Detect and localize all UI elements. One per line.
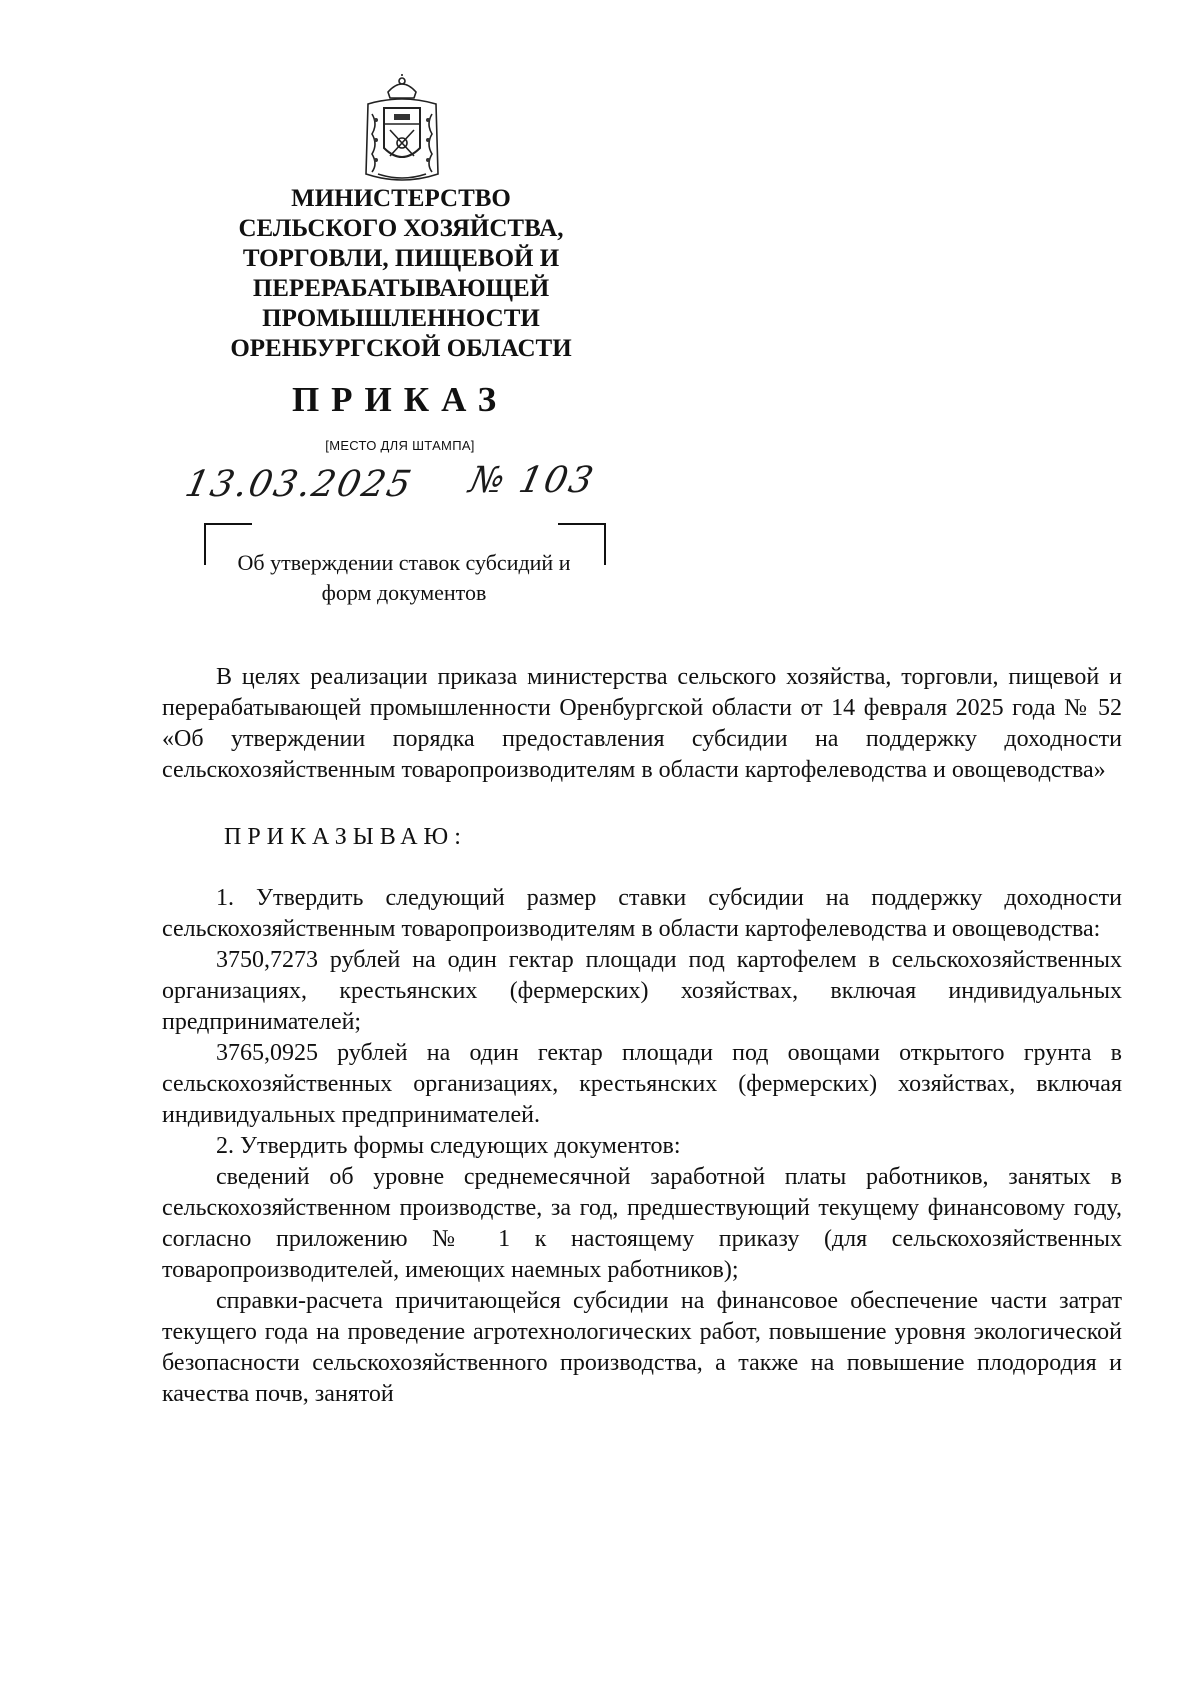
item-2-form-salary: сведений об уровне среднемесячной заработной платы работников, занятых в сельскохозяйственном производстве, за год, предшествующий текущему финансовому году, согласно приложению № 1 к настоящему приказу (для сельскохозяйственных товаропроизводителей, имеющих наемных работников);	[162, 1164, 1122, 1283]
document-type-title: ПРИКАЗ	[291, 380, 509, 419]
ministry-line: ПЕРЕРАБАТЫВАЮЩЕЙ	[252, 275, 550, 302]
order-word: ПРИКАЗЫВАЮ:	[224, 824, 467, 850]
ministry-line: ОРЕНБУРГСКОЙ ОБЛАСТИ	[230, 335, 572, 362]
ministry-line: ТОРГОВЛИ, ПИЩЕВОЙ И	[242, 245, 560, 272]
item-1-rate-potato: 3750,7273 рублей на один гектар площади под картофелем в сельскохозяйственных организациях, крестьянских (фермерских) хозяйствах, включая индивидуальных предпринимателей;	[162, 947, 1122, 1035]
item-1-rate-vegetables: 3765,0925 рублей на один гектар площади под овощами открытого грунта в сельскохозяйственных организациях, крестьянских (фермерских) хозяйствах, включая индивидуальных предпринимателей.	[162, 1040, 1122, 1128]
ministry-line: ПРОМЫШЛЕННОСТИ	[262, 305, 540, 332]
ministry-line: МИНИСТЕРСТВО	[291, 185, 511, 212]
preamble-paragraph: В целях реализации приказа министерства сельского хозяйства, торговли, пищевой и перерабатывающей промышленности Оренбургской области от 14 февраля 2025 года № 52 «Об утверждении порядка предоставления субсидии на поддержку доходности сельскохозяйственным товаропроизводителям в области картофелеводства и овощеводства»	[162, 664, 1122, 783]
handwritten-number: № 103	[465, 460, 599, 501]
item-1-paragraph: 1. Утвердить следующий размер ставки субсидии на поддержку доходности сельскохозяйственным товаропроизводителям в области картофелеводства и овощеводства:	[162, 885, 1122, 942]
item-2-paragraph: 2. Утвердить формы следующих документов:	[216, 1133, 681, 1159]
document-subject	[212, 548, 596, 608]
subject-line: форм документов	[321, 580, 487, 605]
ministry-name	[196, 184, 606, 364]
handwritten-date: 13.03.2025	[181, 464, 417, 505]
coat-of-arms-emblem	[358, 74, 446, 188]
document-body	[162, 662, 1122, 1410]
subject-line: Об утверждении ставок субсидий и	[237, 550, 571, 575]
stamp-placeholder: [МЕСТО ДЛЯ ШТАМПА]	[325, 438, 475, 453]
item-2-form-calculation: справки-расчета причитающейся субсидии на финансовое обеспечение части затрат текущего года на проведение агротехнологических работ, повышение уровня экологической безопасности сельскохозяйственного производства, а также на повышение плодородия и качества почв, занятой	[162, 1288, 1122, 1407]
ministry-line: СЕЛЬСКОГО ХОЗЯЙСТВА,	[238, 215, 564, 242]
